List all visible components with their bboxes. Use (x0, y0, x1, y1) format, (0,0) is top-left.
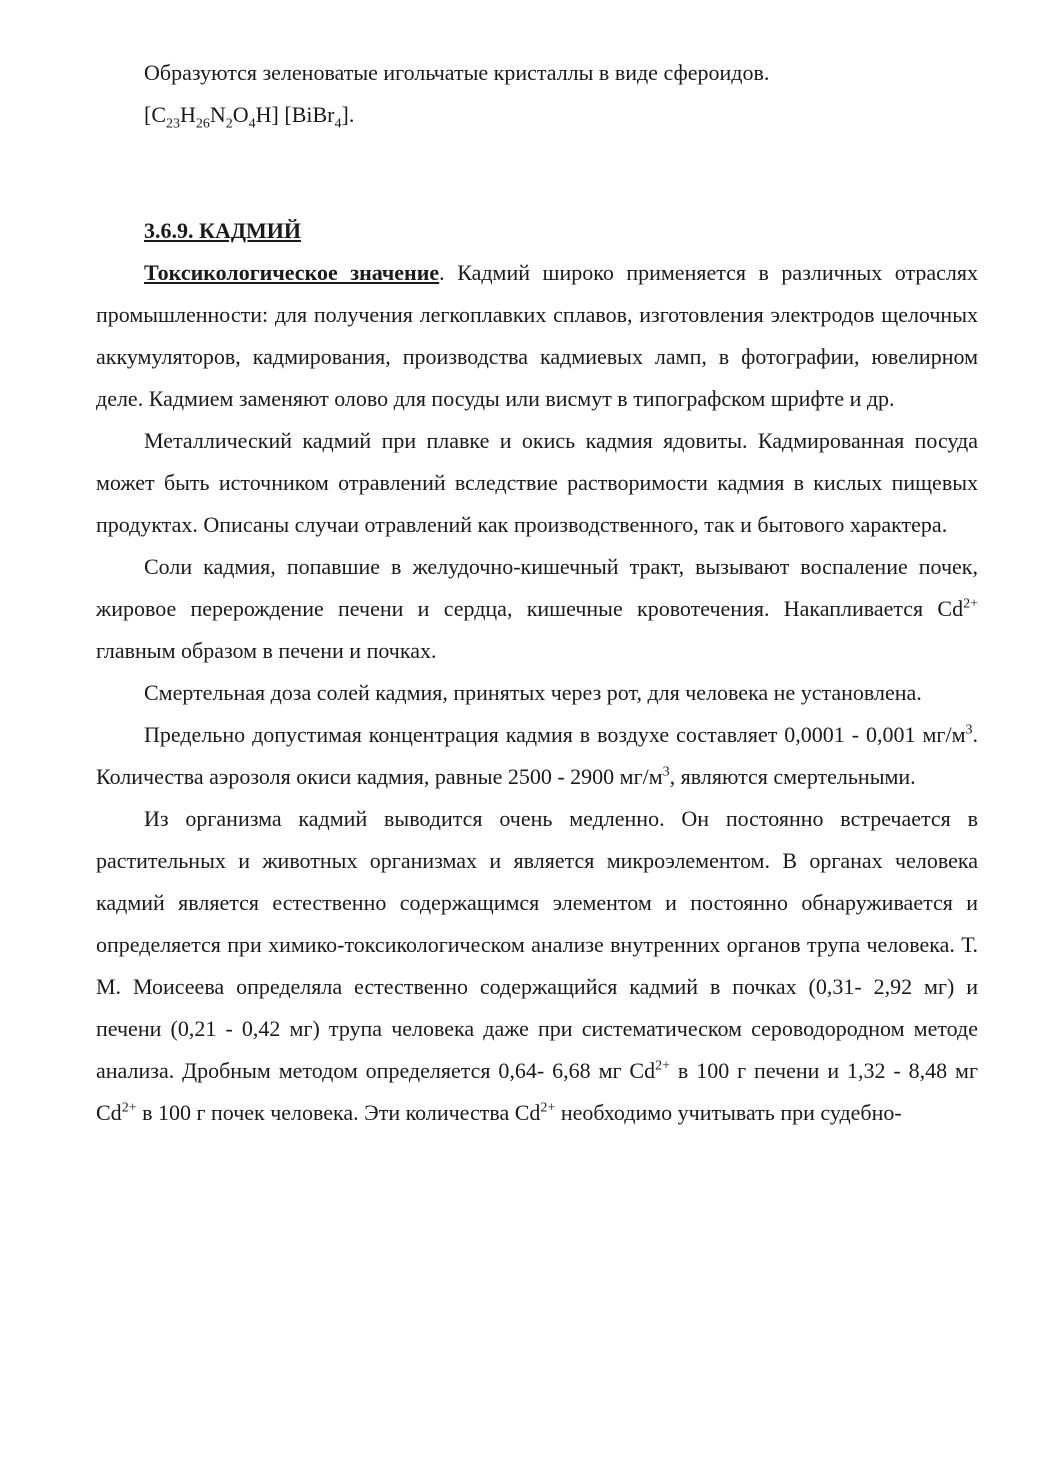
section-title: 3.6.9. КАДМИЙ (144, 218, 301, 243)
paragraph-excretion: Из организма кадмий выводится очень медленно. Он постоянно встречается в растительных и животных организмах и является микроэлементом. В органах человека кадмий является естественно содержащимся элементом и постоянно обнаруживается и определяется при химико-токсикологическом анализе внутренних органов трупа человека. Т. М. Моисеева определяла естественно содержащийся кадмий в почках (0,31- 2,92 мг) и печени (0,21 - 0,42 мг) трупа человека даже при систематическом сероводородном методе анализа. Дробным методом определяется 0,64- 6,68 мг $Cd^{2+}$ в 100 г печени и 1,32 - 8,48 мг $Cd^{2+}$ в 100 г почек человека. Эти количества $Cd^{2+}$ необходимо учитывать при судебно- (96, 806, 978, 1125)
paragraph-lethal-dose: Смертельная доза солей кадмия, принятых через рот, для человека не установлена. (144, 680, 922, 705)
paragraph-cadmium-salts: Соли кадмия, попавшие в желудочно-кишечный тракт, вызывают воспаление почек, жировое перерождение печени и сердца, кишечные кровотечения. Накапливается $Cd^{2+}$ главным образом в печени и почках. (96, 554, 978, 663)
chemical-formula: $[C_{23}H_{26}N_2O_4H]$ [BiBr$_4$]. (144, 102, 355, 132)
paragraph-toxicological-significance: Токсикологическое значение. Кадмий широко применяется в различных отраслях промышленности: для получения легкоплавких сплавов, изготовления электродов щелочных аккумуляторов, кадмирования, производства кадмиевых ламп, в фотографии, ювелирном деле. Кадмием заменяют олово для посуды или висмут в типографском шрифте и др. (96, 260, 979, 411)
crystals-sentence: Образуются зеленоватые игольчатые кристаллы в виде сфероидов. (144, 60, 770, 85)
paragraph-metallic-cadmium: Металлический кадмий при плавке и окись кадмия ядовиты. Кадмированная посуда может быть источником отравлений вследствие растворимости кадмия в кислых пищевых продуктах. Описаны случаи отравлений как производственного, так и бытового характера. (96, 428, 978, 537)
section-spacer (96, 136, 978, 210)
paragraph-max-concentration: Предельно допустимая концентрация кадмия в воздухе составляет 0,0001 - 0,001 $мг/м^3$. Количества аэрозоля окиси кадмия, равные 2500 - 2900 $мг/м^3$, являются смертельными. (96, 722, 978, 789)
term-heading: Токсикологическое значение (144, 260, 440, 285)
document-page (96, 52, 978, 1134)
